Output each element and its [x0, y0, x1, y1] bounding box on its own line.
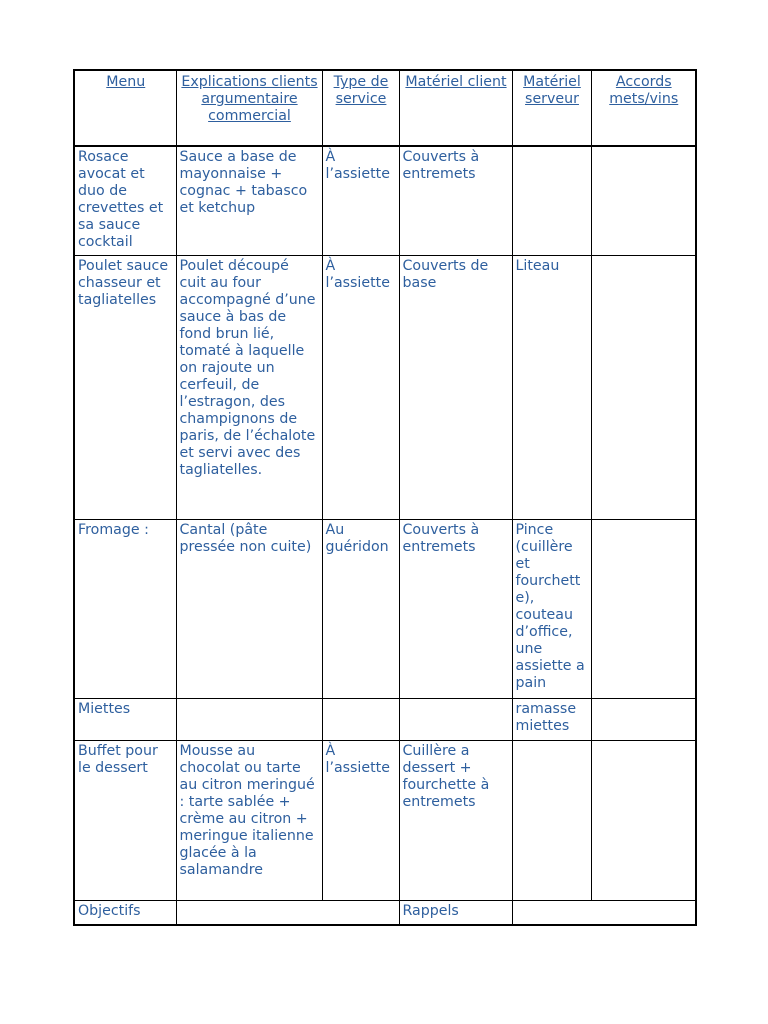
- cell-explications: Sauce a base de mayonnaise + cognac + tabasco et ketchup: [176, 146, 322, 255]
- rappels-label: Rappels: [399, 900, 512, 925]
- header-explications: Explications clients argumentaire commercial: [176, 70, 322, 146]
- header-materiel-serveur: Matériel serveur: [512, 70, 591, 146]
- header-row: [74, 70, 696, 146]
- header-menu: Menu: [74, 70, 176, 146]
- cell-materiel-serveur: ramasse miettes: [512, 698, 591, 740]
- cell-explications: Mousse au chocolat ou tarte au citron meringué : tarte sablée + crème au citron + meringue italienne glacée à la salamandre: [176, 740, 322, 900]
- cell-materiel-serveur: [512, 146, 591, 255]
- table-row: [74, 698, 696, 740]
- cell-menu: Buffet pour le dessert: [74, 740, 176, 900]
- table-row: [74, 519, 696, 698]
- cell-type-service: Au guéridon: [322, 519, 399, 698]
- cell-materiel-client: Cuillère a dessert + fourchette à entremets: [399, 740, 512, 900]
- rappels-value: [512, 900, 696, 925]
- header-accords: Accords mets/vins: [591, 70, 696, 146]
- cell-type-service: À l’assiette: [322, 255, 399, 519]
- cell-type-service: À l’assiette: [322, 146, 399, 255]
- cell-type-service: À l’assiette: [322, 740, 399, 900]
- cell-materiel-client: Couverts à entremets: [399, 519, 512, 698]
- table-row: [74, 146, 696, 255]
- cell-materiel-client: [399, 698, 512, 740]
- cell-materiel-serveur: Pince (cuillère et fourchette), couteau d’office, une assiette a pain: [512, 519, 591, 698]
- cell-explications: Poulet découpé cuit au four accompagné d’une sauce à bas de fond brun lié, tomaté à laquelle on rajoute un cerfeuil, de l’estragon, des champignons de paris, de l’échalote et servi avec des tagliatelles.: [176, 255, 322, 519]
- cell-menu: Rosace avocat et duo de crevettes et sa sauce cocktail: [74, 146, 176, 255]
- cell-menu: Fromage :: [74, 519, 176, 698]
- objectifs-value: [176, 900, 399, 925]
- cell-menu: Poulet sauce chasseur et tagliatelles: [74, 255, 176, 519]
- cell-accords: [591, 146, 696, 255]
- cell-explications: [176, 698, 322, 740]
- cell-accords: [591, 740, 696, 900]
- cell-accords: [591, 519, 696, 698]
- cell-materiel-client: Couverts de base: [399, 255, 512, 519]
- cell-accords: [591, 698, 696, 740]
- objectifs-label: Objectifs: [74, 900, 176, 925]
- footer-row: [74, 900, 696, 925]
- cell-explications: Cantal (pâte pressée non cuite): [176, 519, 322, 698]
- cell-materiel-client: Couverts à entremets: [399, 146, 512, 255]
- header-materiel-client: Matériel client: [399, 70, 512, 146]
- cell-materiel-serveur: Liteau: [512, 255, 591, 519]
- header-type-service: Type de service: [322, 70, 399, 146]
- table-row: [74, 255, 696, 519]
- cell-menu: Miettes: [74, 698, 176, 740]
- cell-materiel-serveur: [512, 740, 591, 900]
- table-row: [74, 740, 696, 900]
- cell-type-service: [322, 698, 399, 740]
- menu-table: [73, 69, 697, 926]
- cell-accords: [591, 255, 696, 519]
